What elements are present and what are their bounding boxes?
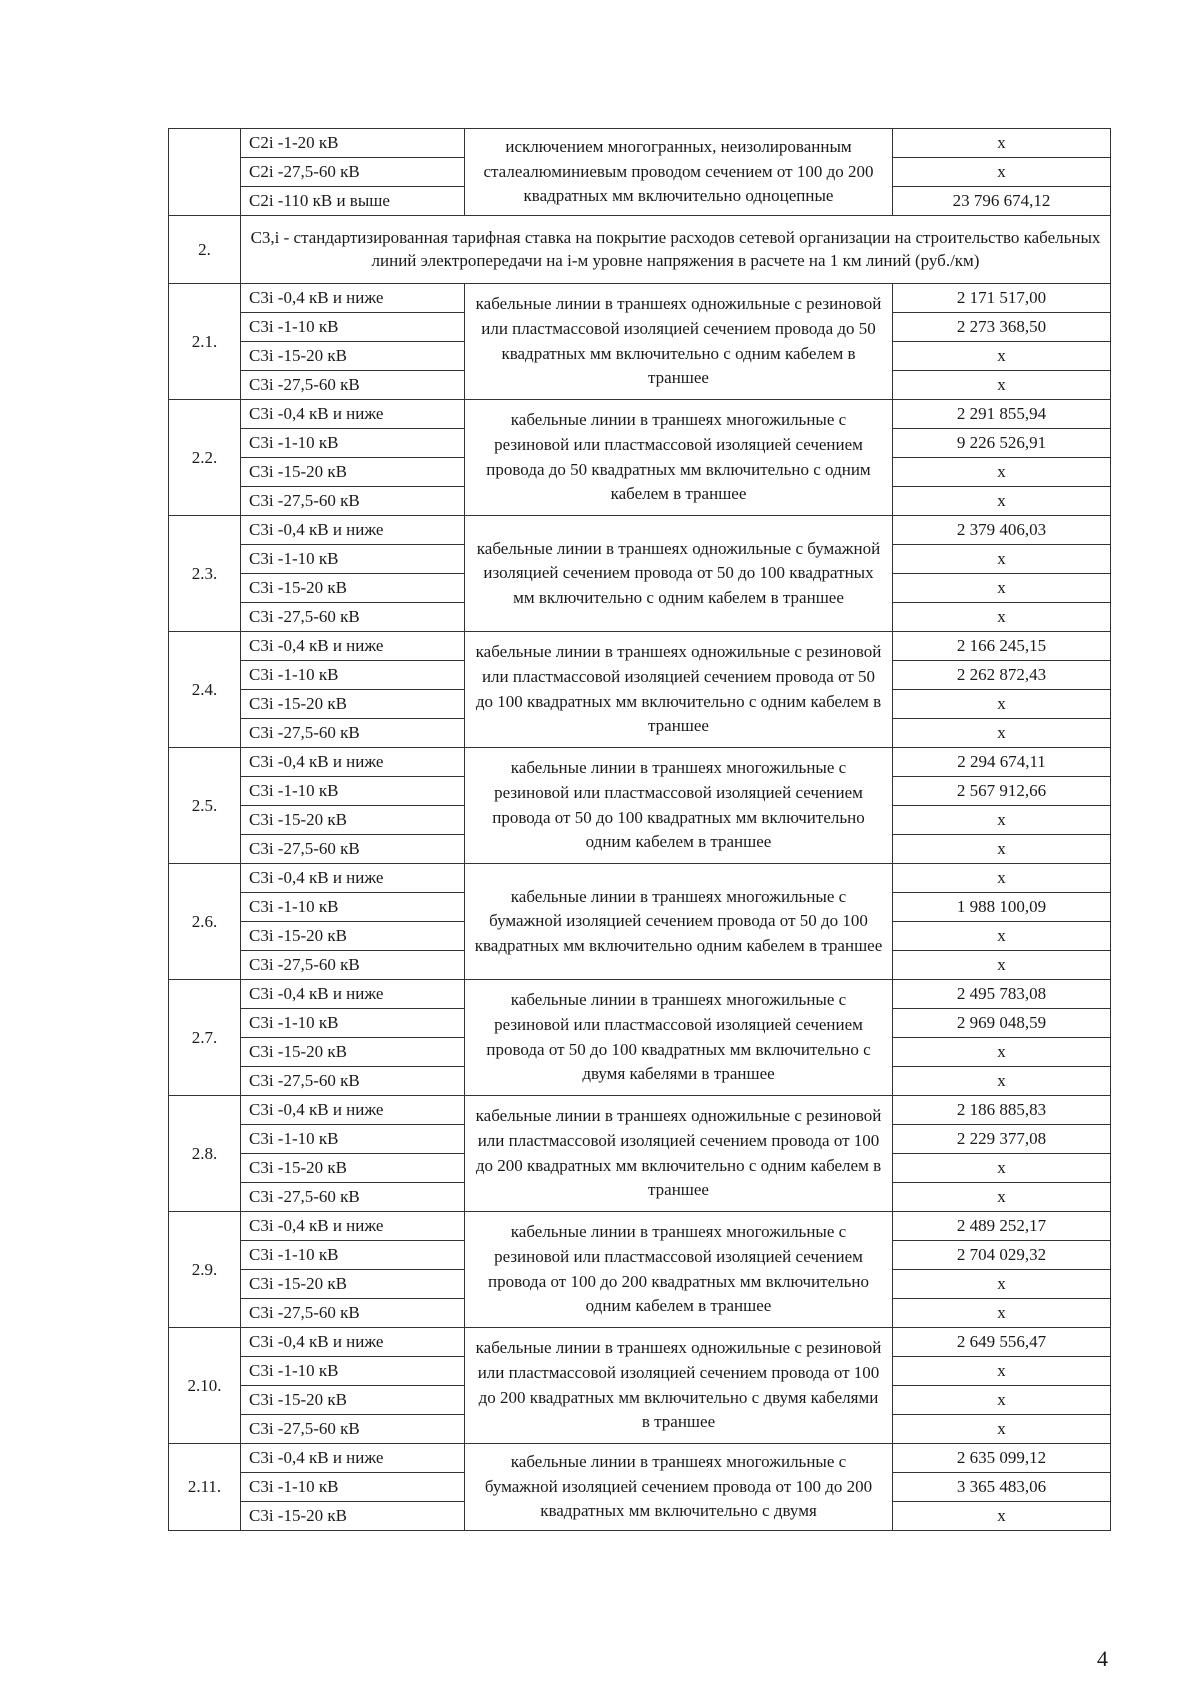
table-row xyxy=(169,748,1111,777)
page-number: 4 xyxy=(1097,1646,1108,1671)
rate-value: x xyxy=(893,690,1111,719)
voltage-label: C3i -0,4 кВ и ниже xyxy=(241,1096,465,1125)
line-description: кабельные линии в траншеях одножильные с резиновой или пластмассовой изоляцией сечением провода от 100 до 200 квадратных мм включительно с двумя кабелями в траншее xyxy=(465,1328,893,1444)
voltage-label: C3i -15-20 кВ xyxy=(241,690,465,719)
group-number: 2.10. xyxy=(169,1328,241,1444)
line-description: кабельные линии в траншеях одножильные с резиновой или пластмассовой изоляцией сечением провода до 50 квадратных мм включительно с одним кабелем в траншее xyxy=(465,284,893,400)
group-number: 2.8. xyxy=(169,1096,241,1212)
rate-value: x xyxy=(893,458,1111,487)
voltage-label: C3i -1-10 кВ xyxy=(241,429,465,458)
voltage-label: C3i -0,4 кВ и ниже xyxy=(241,1444,465,1473)
row-number-cell xyxy=(169,129,241,216)
tariff-table xyxy=(168,128,1111,1531)
rate-value: 23 796 674,12 xyxy=(893,187,1111,216)
voltage-label: C3i -15-20 кВ xyxy=(241,1038,465,1067)
rate-value: 2 166 245,15 xyxy=(893,632,1111,661)
rate-value: x xyxy=(893,1299,1111,1328)
group-number: 2.5. xyxy=(169,748,241,864)
voltage-label: C3i -0,4 кВ и ниже xyxy=(241,516,465,545)
group-number: 2.9. xyxy=(169,1212,241,1328)
rate-value: x xyxy=(893,1038,1111,1067)
voltage-label: C3i -27,5-60 кВ xyxy=(241,1415,465,1444)
voltage-label: C3i -27,5-60 кВ xyxy=(241,1067,465,1096)
voltage-label: C3i -0,4 кВ и ниже xyxy=(241,632,465,661)
voltage-label: C3i -27,5-60 кВ xyxy=(241,835,465,864)
table-row xyxy=(169,864,1111,893)
rate-value: x xyxy=(893,1067,1111,1096)
voltage-label: C3i -15-20 кВ xyxy=(241,806,465,835)
rate-value: 2 704 029,32 xyxy=(893,1241,1111,1270)
line-description: кабельные линии в траншеях одножильные с резиновой или пластмассовой изоляцией сечением провода от 100 до 200 квадратных мм включительно с одним кабелем в траншее xyxy=(465,1096,893,1212)
rate-value: x xyxy=(893,1270,1111,1299)
group-number: 2.7. xyxy=(169,980,241,1096)
line-description: исключением многогранных, неизолированным сталеалюминиевым проводом сечением от 100 до 200 квадратных мм включительно одноцепные xyxy=(465,129,893,216)
rate-value: x xyxy=(893,129,1111,158)
rate-value: x xyxy=(893,1154,1111,1183)
rate-value: x xyxy=(893,1357,1111,1386)
rate-value: 2 229 377,08 xyxy=(893,1125,1111,1154)
voltage-label: C3i -27,5-60 кВ xyxy=(241,603,465,632)
rate-value: 3 365 483,06 xyxy=(893,1473,1111,1502)
voltage-label: C3i -27,5-60 кВ xyxy=(241,951,465,980)
rate-value: x xyxy=(893,545,1111,574)
rate-value: x xyxy=(893,806,1111,835)
section-title: С3,i - стандартизированная тарифная ставка на покрытие расходов сетевой организации на строительство кабельных линий электропередачи на i-м уровне напряжения в расчете на 1 км линий (руб./км) xyxy=(241,216,1111,284)
voltage-label: C3i -1-10 кВ xyxy=(241,313,465,342)
rate-value: x xyxy=(893,1415,1111,1444)
rate-value: 9 226 526,91 xyxy=(893,429,1111,458)
voltage-label: C3i -27,5-60 кВ xyxy=(241,719,465,748)
rate-value: x xyxy=(893,371,1111,400)
voltage-label: C3i -1-10 кВ xyxy=(241,1125,465,1154)
voltage-label: C3i -15-20 кВ xyxy=(241,574,465,603)
table-row xyxy=(169,1212,1111,1241)
voltage-label: C3i -0,4 кВ и ниже xyxy=(241,400,465,429)
line-description: кабельные линии в траншеях одножильные с бумажной изоляцией сечением провода от 50 до 100 квадратных мм включительно с одним кабелем в траншее xyxy=(465,516,893,632)
voltage-label: C3i -15-20 кВ xyxy=(241,1154,465,1183)
rate-value: 2 495 783,08 xyxy=(893,980,1111,1009)
rate-value: 2 262 872,43 xyxy=(893,661,1111,690)
table-row xyxy=(169,1328,1111,1357)
rate-value: x xyxy=(893,574,1111,603)
group-number: 2.6. xyxy=(169,864,241,980)
rate-value: 1 988 100,09 xyxy=(893,893,1111,922)
rate-value: x xyxy=(893,1386,1111,1415)
rate-value: 2 567 912,66 xyxy=(893,777,1111,806)
rate-value: x xyxy=(893,1502,1111,1531)
rate-value: 2 291 855,94 xyxy=(893,400,1111,429)
voltage-label: C3i -15-20 кВ xyxy=(241,1386,465,1415)
voltage-label: C3i -15-20 кВ xyxy=(241,1270,465,1299)
voltage-label: C2i -1-20 кВ xyxy=(241,129,465,158)
table-row xyxy=(169,632,1111,661)
rate-value: x xyxy=(893,719,1111,748)
voltage-label: C3i -27,5-60 кВ xyxy=(241,371,465,400)
table-row xyxy=(169,516,1111,545)
voltage-label: C3i -27,5-60 кВ xyxy=(241,1183,465,1212)
voltage-label: C3i -1-10 кВ xyxy=(241,893,465,922)
rate-value: x xyxy=(893,951,1111,980)
rate-value: 2 294 674,11 xyxy=(893,748,1111,777)
voltage-label: C3i -1-10 кВ xyxy=(241,777,465,806)
voltage-label: C2i -110 кВ и выше xyxy=(241,187,465,216)
voltage-label: C3i -15-20 кВ xyxy=(241,1502,465,1531)
rate-value: 2 273 368,50 xyxy=(893,313,1111,342)
table-row xyxy=(169,1096,1111,1125)
voltage-label: C3i -15-20 кВ xyxy=(241,342,465,371)
line-description: кабельные линии в траншеях многожильные с резиновой или пластмассовой изоляцией сечением провода от 50 до 100 квадратных мм включительно с двумя кабелями в траншее xyxy=(465,980,893,1096)
voltage-label: C3i -0,4 кВ и ниже xyxy=(241,980,465,1009)
voltage-label: C3i -1-10 кВ xyxy=(241,545,465,574)
table-row xyxy=(169,1444,1111,1473)
section-number: 2. xyxy=(169,216,241,284)
line-description: кабельные линии в траншеях многожильные с резиновой или пластмассовой изоляцией сечением провода до 50 квадратных мм включительно с одним кабелем в траншее xyxy=(465,400,893,516)
group-number: 2.2. xyxy=(169,400,241,516)
line-description: кабельные линии в траншеях одножильные с резиновой или пластмассовой изоляцией сечением провода от 50 до 100 квадратных мм включительно с одним кабелем в траншее xyxy=(465,632,893,748)
line-description: кабельные линии в траншеях многожильные с резиновой или пластмассовой изоляцией сечением провода от 100 до 200 квадратных мм включительно одним кабелем в траншее xyxy=(465,1212,893,1328)
voltage-label: C3i -15-20 кВ xyxy=(241,922,465,951)
voltage-label: C3i -1-10 кВ xyxy=(241,661,465,690)
rate-value: 2 379 406,03 xyxy=(893,516,1111,545)
rate-value: 2 635 099,12 xyxy=(893,1444,1111,1473)
rate-value: x xyxy=(893,1183,1111,1212)
group-number: 2.4. xyxy=(169,632,241,748)
rate-value: 2 171 517,00 xyxy=(893,284,1111,313)
rate-value: x xyxy=(893,603,1111,632)
rate-value: x xyxy=(893,158,1111,187)
rate-value: x xyxy=(893,342,1111,371)
group-number: 2.1. xyxy=(169,284,241,400)
rate-value: x xyxy=(893,835,1111,864)
rate-value: x xyxy=(893,922,1111,951)
table-row xyxy=(169,980,1111,1009)
voltage-label: C3i -0,4 кВ и ниже xyxy=(241,864,465,893)
voltage-label: C3i -1-10 кВ xyxy=(241,1357,465,1386)
rate-value: 2 489 252,17 xyxy=(893,1212,1111,1241)
section-header-row xyxy=(169,216,1111,284)
voltage-label: C3i -0,4 кВ и ниже xyxy=(241,284,465,313)
voltage-label: C3i -27,5-60 кВ xyxy=(241,487,465,516)
voltage-label: C3i -1-10 кВ xyxy=(241,1473,465,1502)
line-description: кабельные линии в траншеях многожильные с бумажной изоляцией сечением провода от 50 до 100 квадратных мм включительно одним кабелем в траншее xyxy=(465,864,893,980)
rate-value: 2 649 556,47 xyxy=(893,1328,1111,1357)
voltage-label: C3i -0,4 кВ и ниже xyxy=(241,1212,465,1241)
table-row xyxy=(169,400,1111,429)
line-description: кабельные линии в траншеях многожильные с резиновой или пластмассовой изоляцией сечением провода от 50 до 100 квадратных мм включительно одним кабелем в траншее xyxy=(465,748,893,864)
voltage-label: C3i -1-10 кВ xyxy=(241,1241,465,1270)
voltage-label: C3i -1-10 кВ xyxy=(241,1009,465,1038)
table-row xyxy=(169,129,1111,158)
rate-value: 2 186 885,83 xyxy=(893,1096,1111,1125)
group-number: 2.3. xyxy=(169,516,241,632)
rate-value: x xyxy=(893,864,1111,893)
voltage-label: C3i -27,5-60 кВ xyxy=(241,1299,465,1328)
voltage-label: C3i -0,4 кВ и ниже xyxy=(241,748,465,777)
rate-value: 2 969 048,59 xyxy=(893,1009,1111,1038)
line-description: кабельные линии в траншеях многожильные с бумажной изоляцией сечением провода от 100 до 200 квадратных мм включительно с двумя xyxy=(465,1444,893,1531)
table-row xyxy=(169,284,1111,313)
group-number: 2.11. xyxy=(169,1444,241,1531)
rate-value: x xyxy=(893,487,1111,516)
voltage-label: C3i -0,4 кВ и ниже xyxy=(241,1328,465,1357)
tariff-table-body xyxy=(169,129,1111,1531)
voltage-label: C3i -15-20 кВ xyxy=(241,458,465,487)
voltage-label: C2i -27,5-60 кВ xyxy=(241,158,465,187)
